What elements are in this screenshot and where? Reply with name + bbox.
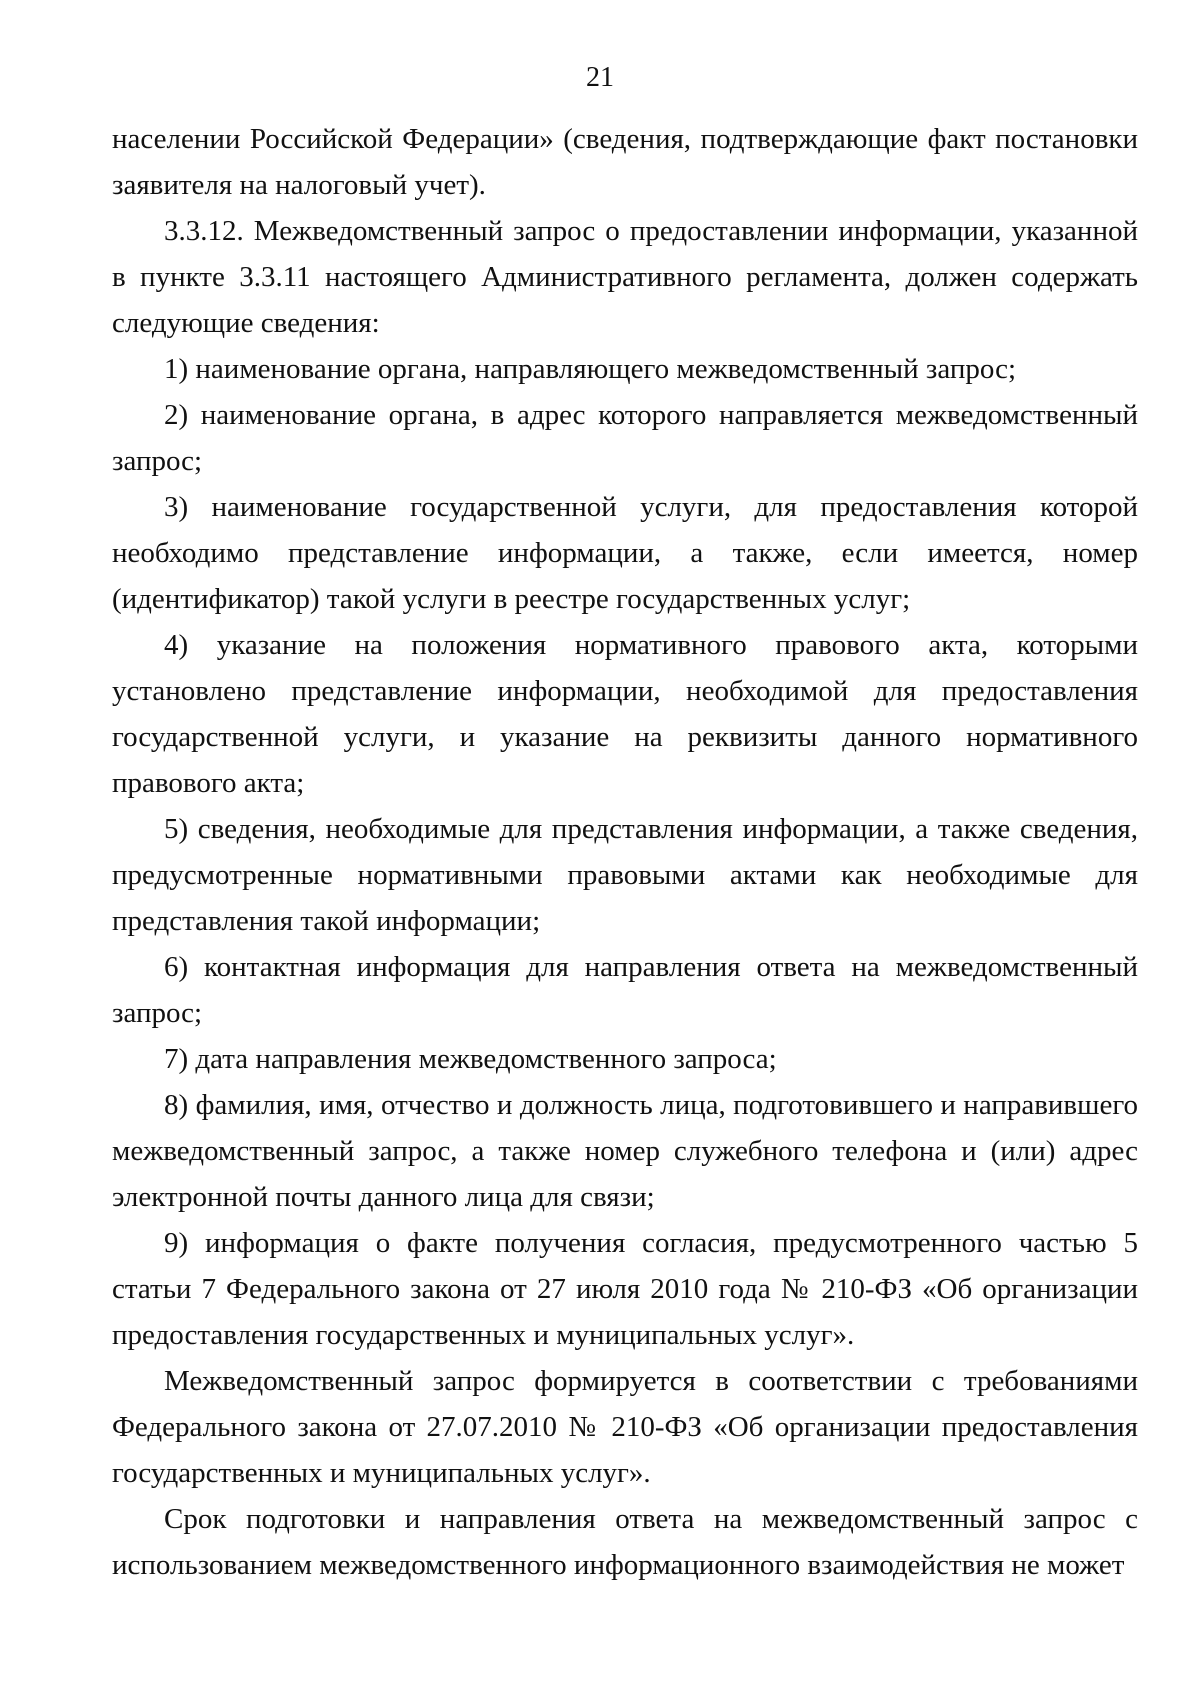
paragraph-request-formation: Межведомственный запрос формируется в соответствии с требованиями Федерального закона от 27.07.2010 № 210-ФЗ «Об организации предоставления государственных и муниципальных услуг». [112,1365,1138,1489]
list-item-7: 7) дата направления межведомственного запроса; [164,1043,777,1075]
list-item-3: 3) наименование государственной услуги, для предоставления которой необходимо представление информации, а также, если имеется, номер (идентификатор) такой услуги в реестре государственных услуг; [112,491,1138,615]
list-item-4: 4) указание на положения нормативного правового акта, которыми установлено представление информации, необходимой для предоставления государственной услуги, и указание на реквизиты данного нормативного правового акта; [112,629,1138,799]
page-number: 21 [586,62,614,93]
paragraph-continuation: населении Российской Федерации» (сведения, подтверждающие факт постановки заявителя на налоговый учет). [112,123,1138,201]
list-item-8: 8) фамилия, имя, отчество и должность лица, подготовившего и направившего межведомственный запрос, а также номер служебного телефона и (или) адрес электронной почты данного лица для связи; [112,1089,1138,1213]
list-item-2: 2) наименование органа, в адрес которого направляется межведомственный запрос; [112,399,1138,477]
list-item-9: 9) информация о факте получения согласия, предусмотренного частью 5 статьи 7 Федерального закона от 27 июля 2010 года № 210-ФЗ «Об организации предоставления государственных и муниципальных услуг». [112,1227,1138,1351]
paragraph-response-deadline: Срок подготовки и направления ответа на межведомственный запрос с использованием межведомственного информационного взаимодействия не может [112,1503,1138,1581]
paragraph-3-3-12: 3.3.12. Межведомственный запрос о предоставлении информации, указанной в пункте 3.3.11 настоящего Административного регламента, должен содержать следующие сведения: [112,215,1138,339]
list-item-5: 5) сведения, необходимые для представления информации, а также сведения, предусмотренные нормативными правовыми актами как необходимые для представления такой информации; [112,813,1138,937]
list-item-6: 6) контактная информация для направления ответа на межведомственный запрос; [112,951,1138,1029]
list-item-1: 1) наименование органа, направляющего межведомственный запрос; [164,353,1017,385]
document-body [112,116,1138,1588]
